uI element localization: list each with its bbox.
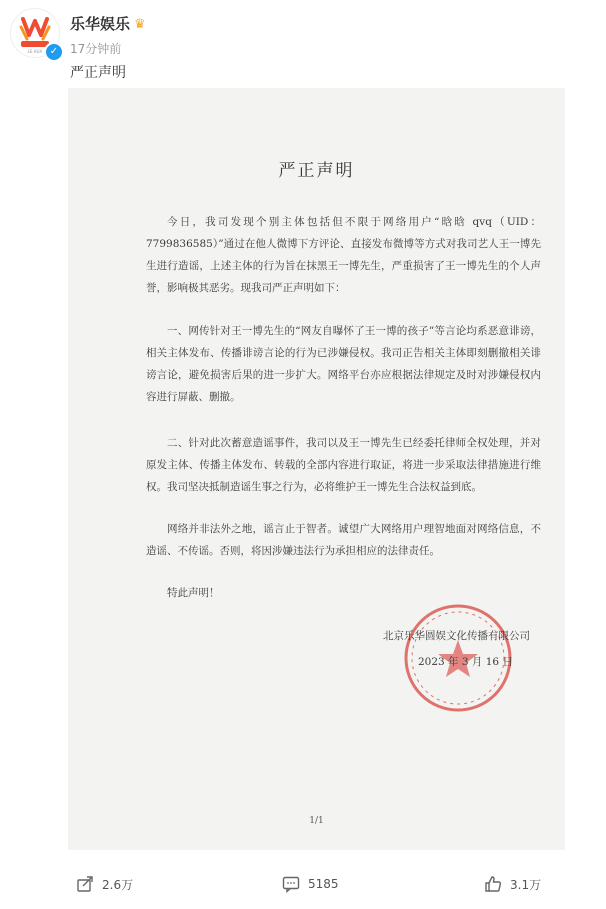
post-text: 严正声明 — [70, 65, 126, 81]
page-number: 1/1 — [309, 816, 324, 826]
like-button[interactable] — [484, 875, 541, 893]
statement-paragraph-1: 今日，我司发现个别主体包括但不限于网络用户“晗晗 qvq（UID：7799836585）”通过在他人微博下方评论、直接发布微博等方式对我司艺人王一博先生进行造谣，上述主体的行为旨在抹黑王一博先生，严重损害了王一博先生的个人声誉，影响极其恶劣。现我司严正声明如下： — [146, 216, 541, 294]
action-bar — [0, 865, 606, 909]
comment-icon — [282, 875, 300, 893]
thumbs-up-icon — [484, 875, 502, 893]
crown-icon: ♛ — [134, 17, 146, 32]
share-button[interactable] — [76, 875, 133, 893]
comment-count: 5185 — [308, 877, 339, 891]
username-text[interactable]: 乐华娱乐 — [70, 15, 131, 33]
statement-paragraph-2: 一、网传针对王一博先生的“网友自曝怀了王一博的孩子”等言论均系恶意诽谤，相关主体发布、传播诽谤言论的行为已涉嫌侵权。我司正告相关主体即刻删撤相关诽谤言论，避免损害后果的进一步扩大。网络平台亦应根据法律规定及时对涉嫌侵权内容进行屏蔽、删撤。 — [146, 325, 541, 403]
share-icon — [76, 875, 94, 893]
statement-date: 2023 年 3 月 16 日 — [418, 656, 513, 668]
username[interactable] — [70, 13, 146, 34]
statement-paragraph-5: 特此声明！ — [167, 587, 220, 599]
post-time: 17分钟前 — [70, 42, 122, 56]
statement-image[interactable] — [68, 88, 565, 850]
comment-button[interactable] — [282, 875, 339, 893]
like-count: 3.1万 — [510, 877, 542, 892]
share-count: 2.6万 — [102, 877, 134, 892]
statement-paragraph-3: 二、针对此次蓄意造谣事件，我司以及王一博先生已经委托律师全权处理，并对原发主体、传播主体发布、转载的全部内容进行取证，将进一步采取法律措施进行维权。我司坚决抵制造谣生事之行为，必将维护王一博先生合法权益到底。 — [146, 437, 541, 493]
avatar-label: LE HUA — [27, 49, 43, 54]
verified-badge-icon: ✓ — [44, 42, 64, 62]
statement-title: 严正声明 — [278, 161, 355, 181]
post-header — [0, 0, 606, 90]
statement-paragraph-4: 网络并非法外之地，谣言止于智者。诚望广大网络用户理智地面对网络信息，不造谣、不传谣。否则，将因涉嫌违法行为承担相应的法律责任。 — [146, 523, 541, 557]
company-name: 北京乐华圆娱文化传播有限公司 — [383, 630, 530, 642]
